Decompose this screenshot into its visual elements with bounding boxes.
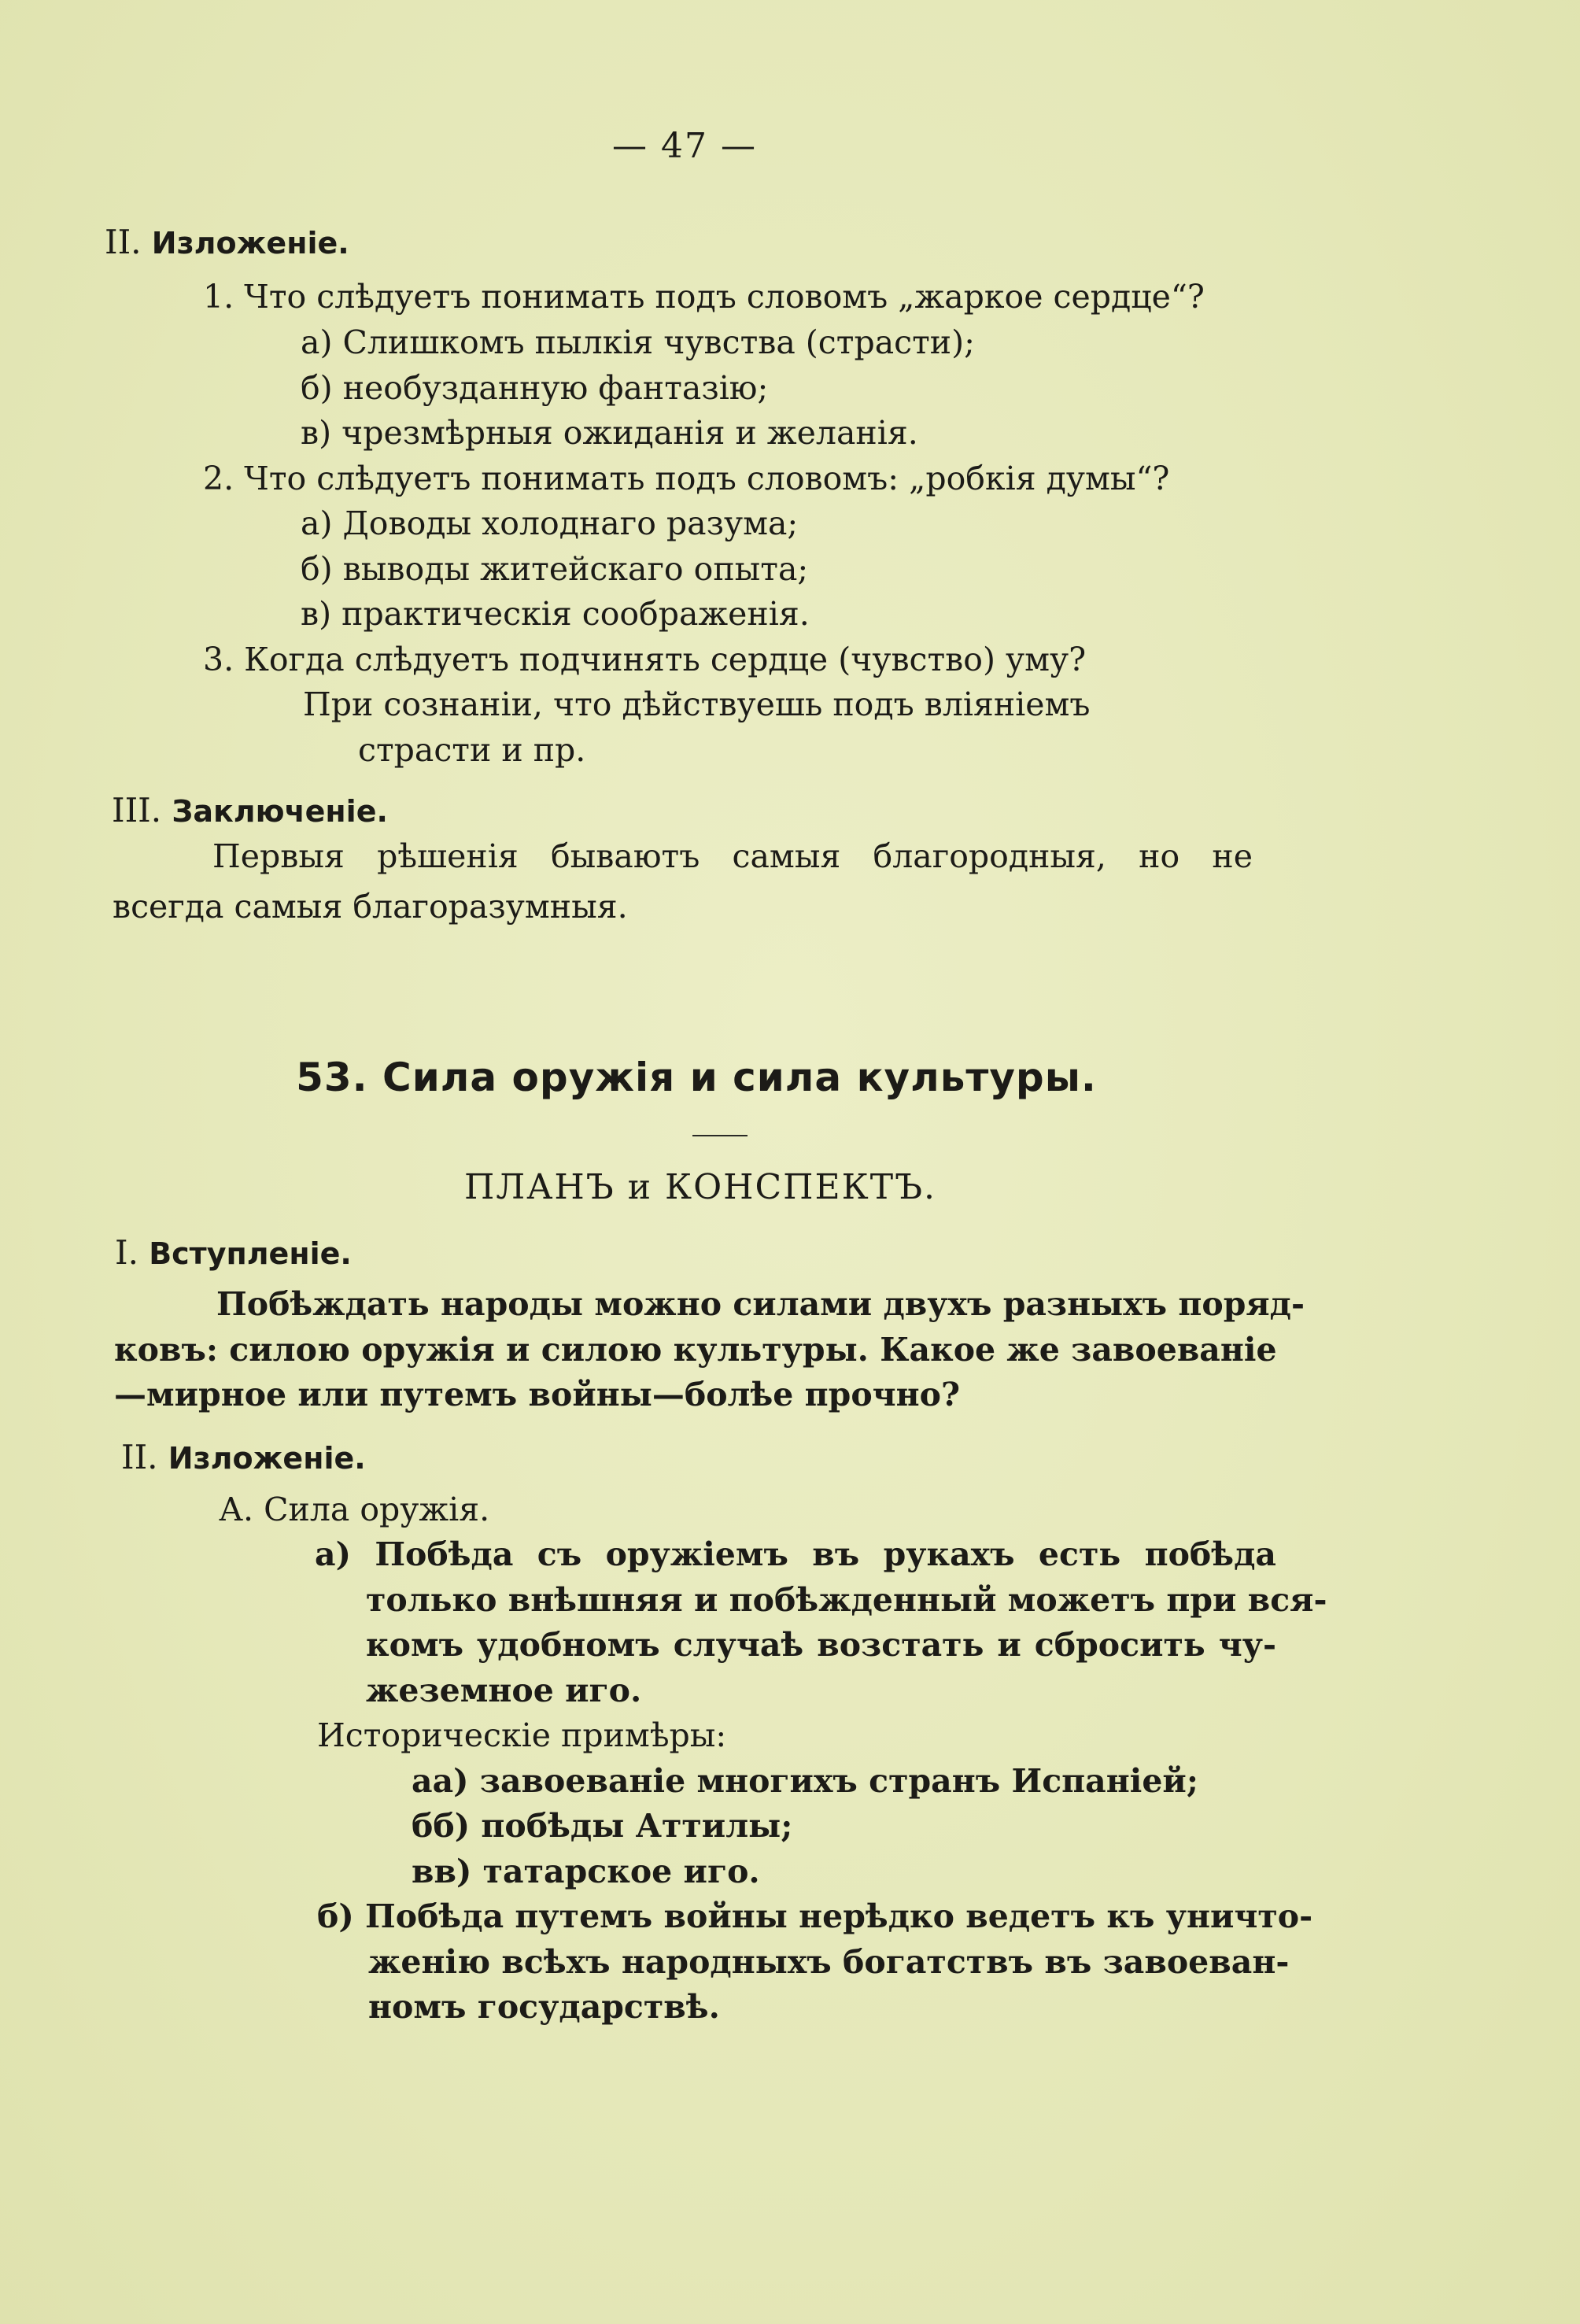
question-1: 1. Что слѣдуетъ понимать подъ словомъ „жаркое сердце“? (203, 278, 1205, 316)
introduction-line-1: Побѣждать народы можно силами двухъ разныхъ поряд- (216, 1285, 1305, 1323)
page-number: — 47 — (612, 126, 757, 166)
subsection-a: А. Сила оружiя. (219, 1491, 490, 1528)
example-bb: бб) побѣды Аттилы; (412, 1807, 793, 1845)
conclusion-line-1: Первыя рѣшенiя бываютъ самыя благородныя, но не (212, 837, 1253, 875)
section-label: Изложенiе. (168, 1441, 366, 1476)
conclusion-line-2: всегда самыя благоразумныя. (113, 888, 628, 926)
answer-2b: б) выводы житейскаго опыта; (301, 550, 809, 588)
plan-title: ПЛАНЪ и КОНСПЕКТЪ. (463, 1167, 937, 1207)
item-a-line-4: жеземное иго. (366, 1672, 642, 1709)
section-heading-conclusion (112, 791, 388, 831)
example-vv: вв) татарское иго. (412, 1853, 760, 1890)
essay-title: 53. Сила оружiя и сила культуры. (296, 1055, 1097, 1100)
item-b-line-1: б) Побѣда путемъ войны нерѣдко ведетъ къ уничто- (317, 1897, 1313, 1935)
section-numeral: II. (121, 1438, 158, 1476)
answer-3-line2: страсти и пр. (358, 731, 586, 769)
answer-1c: в) чрезмѣрныя ожиданiя и желанiя. (301, 414, 918, 452)
examples-label: Историческiе примѣры: (317, 1716, 727, 1754)
item-b-line-2: женiю всѣхъ народныхъ богатствъ въ завоеван- (368, 1943, 1290, 1981)
answer-1a: а) Слишкомъ пылкiя чувства (страсти); (301, 323, 975, 361)
question-3: 3. Когда слѣдуетъ подчинять сердце (чувство) уму? (203, 641, 1087, 678)
section-heading-introduction (115, 1233, 352, 1273)
item-b-line-3: номъ государствѣ. (368, 1988, 720, 2026)
section-numeral: I. (115, 1233, 138, 1272)
introduction-line-3: —мирное или путемъ войны—болѣе прочно? (114, 1376, 961, 1413)
answer-2a: а) Доводы холоднаго разума; (301, 504, 799, 542)
item-a-line-3: комъ удобномъ случаѣ возстать и сбросить чу- (366, 1626, 1276, 1664)
section-label: Заключенiе. (172, 794, 388, 829)
item-a-line-2: только внѣшняя и побѣжденный можетъ при вся- (366, 1581, 1327, 1619)
answer-1b: б) необузданную фантазiю; (301, 369, 769, 407)
section-label: Вступленiе. (149, 1236, 352, 1271)
section-label: Изложенiе. (151, 226, 349, 260)
answer-2c: в) практическiя соображенiя. (301, 595, 810, 633)
introduction-line-2: ковъ: силою оружiя и силою культуры. Какое же завоеванiе (114, 1331, 1277, 1369)
section-heading-exposition-2 (121, 1438, 366, 1478)
answer-3-line1: При сознанiи, что дѣйствуешь подъ влiянiемъ (303, 685, 1091, 723)
item-a-line-1: а) Побѣда съ оружiемъ въ рукахъ есть побѣда (315, 1535, 1276, 1573)
question-2: 2. Что слѣдуетъ понимать подъ словомъ: „робкiя думы“? (203, 460, 1170, 497)
section-numeral: III. (112, 791, 162, 829)
title-divider (692, 1135, 748, 1136)
example-aa: аа) завоеванiе многихъ странъ Испанiей; (412, 1762, 1198, 1800)
section-numeral: II. (105, 223, 142, 261)
section-heading-exposition (105, 223, 349, 263)
